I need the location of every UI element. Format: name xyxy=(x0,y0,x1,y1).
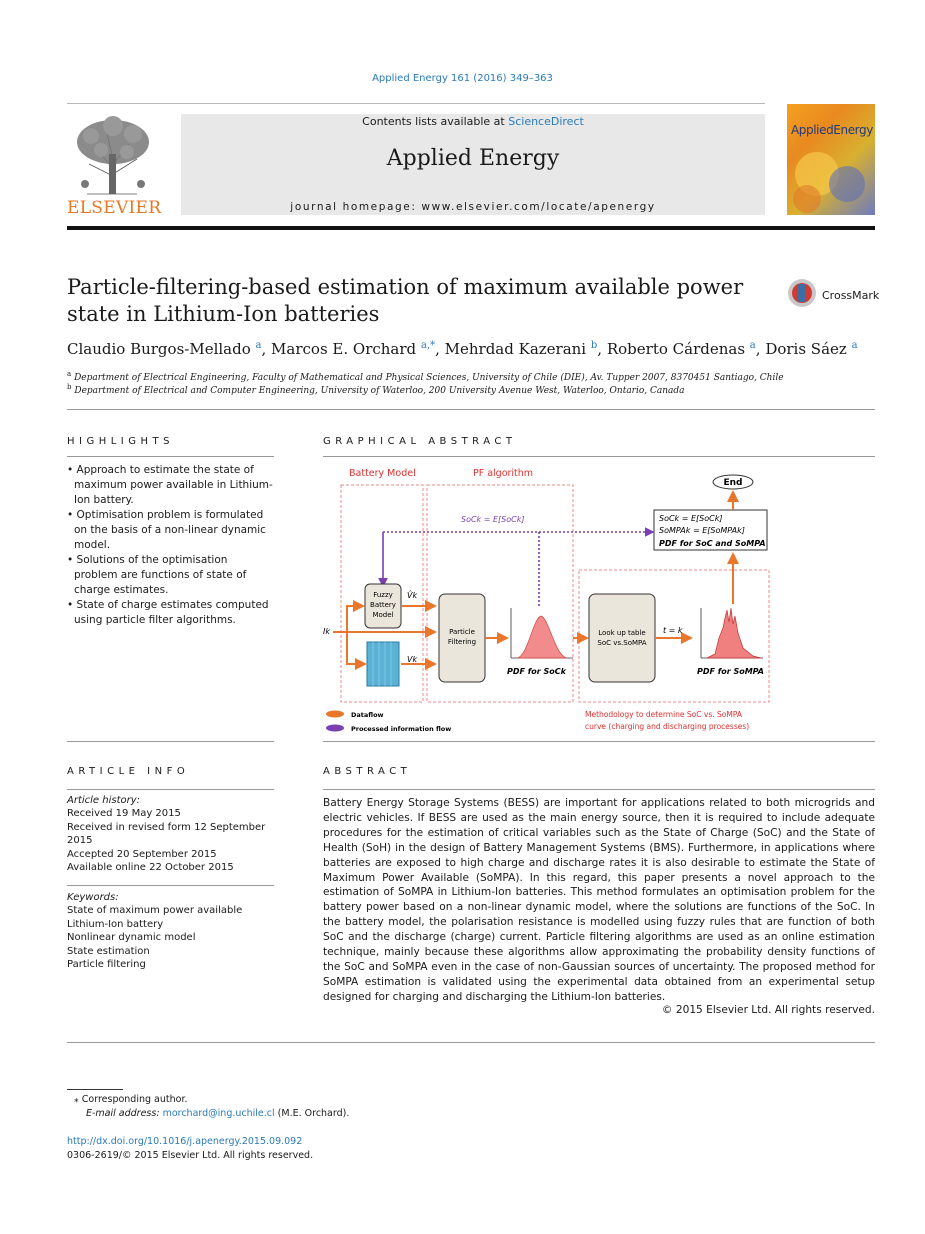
keywords-rule xyxy=(67,885,274,886)
ik-label: Ik xyxy=(323,627,330,636)
pdf-soc-label: PDF for SoCk xyxy=(507,667,566,676)
pdf-soc-curve xyxy=(517,616,567,658)
list-item: State estimation xyxy=(67,945,150,957)
keywords-label: Keywords: xyxy=(67,892,119,903)
author[interactable]: Marcos E. Orchard $^{a,*}$, xyxy=(271,340,445,358)
article-history xyxy=(67,794,274,874)
author[interactable]: Doris Sáez $^a$ xyxy=(765,340,858,358)
keywords xyxy=(67,891,274,971)
svg-text:Filtering: Filtering xyxy=(447,638,477,646)
svg-text:Look up table: Look up table xyxy=(598,629,646,637)
author[interactable]: Claudio Burgos-Mellado $^a$, xyxy=(67,340,272,358)
journal-homepage[interactable]: journal homepage: www.elsevier.com/locate/apenergy xyxy=(290,201,656,213)
list-item: Particle filtering xyxy=(67,959,146,971)
soc-estimate-label: SoCk = E[SoCk] xyxy=(461,515,525,524)
doi-link[interactable]: http://dx.doi.org/10.1016/j.apenergy.2015.09.092 xyxy=(67,1136,303,1147)
battery-model-label: Battery Model xyxy=(349,468,416,479)
email-link[interactable]: morchard@ing.uchile.cl xyxy=(162,1108,275,1119)
svg-text:Model: Model xyxy=(372,611,394,619)
pdf-both-label: PDF for SoC and SoMPA xyxy=(659,539,766,548)
history-label: Article history: xyxy=(67,795,141,806)
highlights-rule xyxy=(67,456,274,457)
list-item: • State of charge estimates computed using particle filter algorithms. xyxy=(67,599,269,626)
svg-text:Particle: Particle xyxy=(449,628,475,636)
graphical-abstract-rule xyxy=(323,456,875,457)
list-item: Received in revised form 12 September 2015 xyxy=(67,821,266,847)
affiliation-a: $^a$ Department of Electrical Engineering, Faculty of Mathematical and Physical Sciences, University of Chile (DIE), Av. Tupper 2007, 8370451 Santiago, Chile xyxy=(67,370,784,383)
list-item: Available online 22 October 2015 xyxy=(67,862,234,874)
list-item: Received 19 May 2015 xyxy=(67,808,181,820)
header-thick-rule xyxy=(67,226,875,230)
author-list xyxy=(67,340,875,358)
svg-text:Battery: Battery xyxy=(370,601,396,609)
bottom-rule xyxy=(67,1042,875,1043)
journal-title: Applied Energy xyxy=(386,146,560,171)
header-rule xyxy=(67,103,765,104)
list-item: Accepted 20 September 2015 xyxy=(67,848,217,860)
t-equals-k: t = k xyxy=(663,626,683,635)
methodology-label-2: curve (charging and discharging processes) xyxy=(585,722,750,731)
author[interactable]: Roberto Cárdenas $^a$, xyxy=(606,340,766,358)
email-suffix: (M.E. Orchard). xyxy=(274,1108,350,1119)
end-label: End xyxy=(723,478,743,488)
pdf-somp-label: PDF for SoMPA xyxy=(697,667,764,676)
paper-title: Particle-filtering-based estimation of maximum available power state in Lithium-Ion batteries xyxy=(67,275,744,326)
highlights-heading: HIGHLIGHTS xyxy=(67,436,174,447)
vk-label: Vk xyxy=(407,655,418,664)
cover-title: AppliedEnergy xyxy=(791,123,873,137)
legend-dataflow-swatch xyxy=(326,711,344,718)
pdf-somp-curve xyxy=(707,608,761,658)
somp-equation: SoMPAk = E[SoMPAk] xyxy=(659,526,745,535)
graphical-abstract-bottom-rule xyxy=(323,741,875,742)
crossmark-icon[interactable] xyxy=(787,278,817,308)
abstract-copyright: © 2015 Elsevier Ltd. All rights reserved. xyxy=(661,1004,875,1016)
crossmark-label[interactable]: CrossMark xyxy=(822,289,880,302)
journal-reference[interactable]: Applied Energy 161 (2016) 349–363 xyxy=(372,73,553,84)
contents-prefix: Contents lists available at xyxy=(362,115,509,128)
issn-line: 0306-2619/© 2015 Elsevier Ltd. All rights reserved. xyxy=(67,1150,314,1161)
title-rule xyxy=(67,409,875,410)
methodology-label-1: Methodology to determine SoC vs. SoMPA xyxy=(585,710,742,719)
svg-text:Fuzzy: Fuzzy xyxy=(373,591,393,599)
contents-line xyxy=(181,115,765,128)
email-label: E-mail address: xyxy=(86,1108,163,1119)
affiliation-b: $^b$ Department of Electrical and Computer Engineering, University of Waterloo, 200 University Avenue West, Waterloo, Ontario, Canada xyxy=(67,383,685,396)
graphical-abstract-heading: GRAPHICAL ABSTRACT xyxy=(323,436,517,447)
sciencedirect-link[interactable]: ScienceDirect xyxy=(508,115,584,128)
pf-algorithm-label: PF algorithm xyxy=(473,468,534,479)
battery-pack-image xyxy=(367,642,399,686)
list-item: • Solutions of the optimisation problem are functions of state of charge estimates. xyxy=(67,554,247,596)
list-item: • Approach to estimate the state of maximum power available in Lithium-Ion battery. xyxy=(67,464,273,506)
list-item: Lithium-Ion battery xyxy=(67,918,164,930)
article-info-top-rule xyxy=(67,741,274,742)
svg-text:SoC vs.SoMPA: SoC vs.SoMPA xyxy=(597,639,647,647)
graphical-abstract-figure xyxy=(323,458,783,740)
article-info-rule xyxy=(67,789,274,790)
email-line xyxy=(86,1108,349,1119)
legend-processed-swatch xyxy=(326,725,344,732)
list-item: State of maximum power available xyxy=(67,905,243,917)
soc-equation: SoCk = E[SoCk] xyxy=(659,514,723,523)
highlights-list xyxy=(67,463,274,628)
abstract-heading: ABSTRACT xyxy=(323,766,412,777)
elsevier-wordmark: ELSEVIER xyxy=(67,198,162,218)
corresponding-author-note: ⁎ Corresponding author. xyxy=(74,1094,188,1105)
abstract-rule xyxy=(323,789,875,790)
author[interactable]: Mehrdad Kazerani $^b$, xyxy=(444,340,607,358)
footnote-rule xyxy=(67,1089,123,1090)
list-item: Nonlinear dynamic model xyxy=(67,932,196,944)
legend-processed-label: Processed information flow xyxy=(351,725,452,733)
legend-dataflow-label: Dataflow xyxy=(351,711,384,719)
list-item: • Optimisation problem is formulated on the basis of a non-linear dynamic model. xyxy=(67,509,266,551)
vhat-label: V̂k xyxy=(407,591,418,600)
journal-cover-image xyxy=(787,104,875,215)
article-info-heading: ARTICLE INFO xyxy=(67,766,190,777)
abstract-text: Battery Energy Storage Systems (BESS) are important for applications related to both microgrids and electric vehicles. If BESS are used as the main energy source, then it is required to include adequate procedures for the estimation of critical variables such as the State of Charge (SoC) and the State of Health (SoH) in the design of Battery Management Systems (BMS). Furthermore, in applications where batteries are exposed to high charge and discharge rates it is also desirable to estimate the State of Maximum Power Available (SoMPA). In this regard, this paper presents a novel approach to the estimation of SoMPA in Lithium-Ion batteries. This method formulates an optimisation problem for the battery power based on a non-linear dynamic model, where the solutions are functions of the SoC. In the battery model, the polarisation resistance is modelled using fuzzy rules that are function of both SoC and the discharge (charge) current. Particle filtering algorithms are used as an online estimation technique, mainly because these algorithms allow approximating the probability density functions of the SoC and SoMPA even in the case of non-Gaussian sources of uncertainty. The proposed method for SoMPA estimation is validated using the experimental data obtained from an experimental setup designed for charging and discharging the Lithium-Ion batteries. xyxy=(323,797,875,1003)
lookup-table-box xyxy=(589,594,655,682)
